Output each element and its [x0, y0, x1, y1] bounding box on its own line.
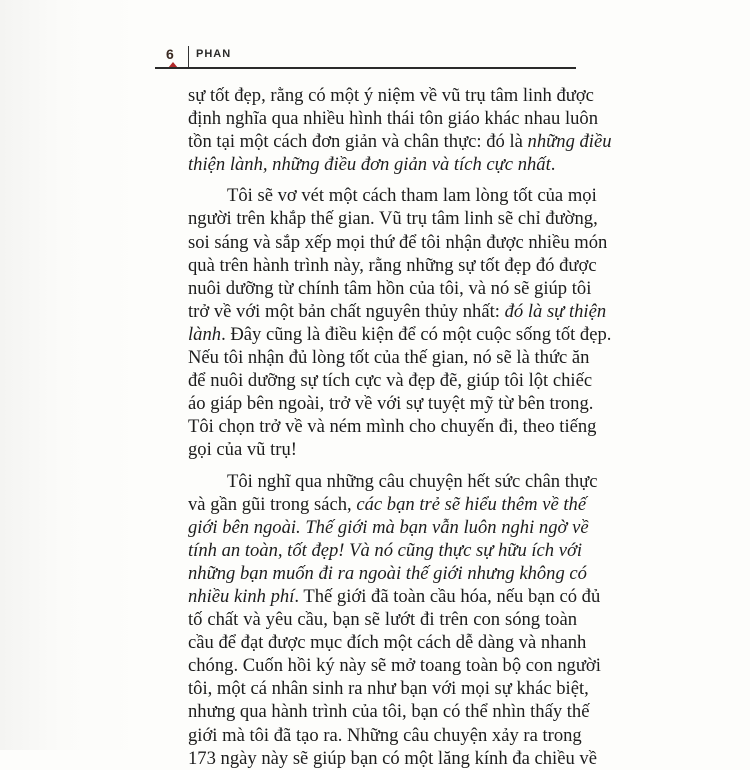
text: nuôi dưỡng từ chính tâm hồn của tôi, và nó sẽ giúp tôi — [188, 277, 592, 299]
text: định nghĩa qua nhiều hình thái tôn giáo khác nhau luôn — [188, 108, 599, 130]
text: người trên khắp thế gian. Vũ trụ tâm linh sẽ chỉ đường, — [188, 208, 598, 230]
text-line — [188, 470, 598, 493]
text-line — [188, 346, 590, 369]
text: tố chất và yêu cầu, bạn sẽ lướt đi trên con sóng toàn — [188, 609, 577, 631]
text-line — [188, 231, 608, 254]
italic-text: tính an toàn, tốt đẹp! Và nó cũng thực sự hữu ích với — [188, 539, 583, 561]
text-line — [188, 415, 597, 438]
text-line — [188, 700, 590, 723]
text-line — [188, 724, 582, 747]
text: . Đây cũng là điều kiện để có một cuộc sống tốt đẹp. — [221, 323, 612, 345]
running-head: PHAN — [196, 48, 232, 60]
text: và gần gũi trong sách, — [188, 493, 357, 515]
text: soi sáng và sắp xếp mọi thứ để tôi nhận được nhiều món — [188, 231, 608, 253]
text-line — [188, 130, 612, 153]
text-line — [188, 747, 597, 770]
text-line — [188, 493, 587, 516]
page-body — [188, 84, 612, 770]
text-line — [188, 631, 587, 654]
text-line — [188, 107, 599, 130]
text: gọi của vũ trụ! — [188, 439, 297, 461]
text: trở về với một bản chất nguyên thủy nhất: — [188, 300, 505, 322]
italic-text: đó là sự thiện — [504, 300, 607, 322]
text: Tôi nghĩ qua những câu chuyện hết sức chân thực — [227, 470, 598, 492]
text-line — [188, 153, 577, 176]
text: giới mà tôi đã tạo ra. Những câu chuyện xảy ra trong — [188, 724, 582, 746]
text: . — [550, 154, 556, 176]
text-line — [188, 300, 607, 323]
paragraph-gap — [188, 462, 577, 470]
text-line — [188, 84, 594, 107]
italic-text: thiện lành, những điều đơn giản và tích cực nhất — [188, 154, 551, 176]
text: cầu để đạt được mục đích một cách dễ dàng và nhanh — [188, 632, 587, 654]
text: Nếu tôi nhận đủ lòng tốt của thế gian, nó sẽ là thức ăn — [188, 347, 590, 369]
text-line — [188, 516, 589, 539]
text-line — [188, 585, 601, 608]
text: . Thế giới đã toàn cầu hóa, nếu bạn có đủ — [294, 585, 601, 607]
italic-text: những điều — [527, 131, 612, 153]
italic-text: những bạn muốn đi ra ngoài thế giới nhưng không có — [188, 562, 587, 584]
text: áo giáp bên ngoài, trở về với sự tuyệt mỹ từ bên trong. — [188, 393, 594, 415]
page-number: 6 — [166, 46, 174, 62]
italic-text: lành — [188, 323, 222, 345]
text: Tôi chọn trở về và ném mình cho chuyến đi, theo tiếng — [188, 416, 597, 438]
italic-text: các bạn trẻ sẽ hiểu thêm về thế — [356, 493, 587, 515]
paragraph — [188, 184, 612, 461]
text-line — [188, 369, 593, 392]
text-line — [188, 207, 598, 230]
text-line — [188, 254, 597, 277]
text-line — [188, 677, 589, 700]
text: để nuôi dưỡng sự tích cực và đẹp đẽ, giúp tôi lột chiếc — [188, 370, 593, 392]
italic-text: giới bên ngoài. Thế giới mà bạn vẫn luôn nghi ngờ về — [188, 516, 589, 538]
italic-text: nhiều kinh phí — [188, 585, 295, 607]
text-line — [188, 392, 594, 415]
text-line — [188, 654, 601, 677]
text: Tôi sẽ vơ vét một cách tham lam lòng tốt của mọi — [227, 185, 597, 207]
text-line — [188, 539, 583, 562]
text: nhưng qua hành trình của tôi, bạn có thể nhìn thấy thế — [188, 701, 590, 723]
text: 173 ngày này sẽ giúp bạn có một lăng kính đa chiều về — [188, 747, 597, 769]
text: tồn tại một cách đơn giản và chân thực: đó là — [188, 131, 528, 153]
text: tôi, một cá nhân sinh ra như bạn với mọi sự khác biệt, — [188, 678, 589, 700]
paragraph — [188, 84, 612, 176]
text-line — [188, 184, 597, 207]
text-line — [188, 323, 612, 346]
text-line — [188, 277, 592, 300]
paragraph-gap — [188, 176, 577, 184]
text: chóng. Cuốn hồi ký này sẽ mở toang toàn bộ con người — [188, 655, 601, 677]
text: sự tốt đẹp, rằng có một ý niệm về vũ trụ tâm linh được — [188, 85, 594, 106]
text-line — [188, 608, 577, 631]
header-divider — [188, 46, 189, 68]
paragraph — [188, 470, 601, 770]
text: quà trên hành trình này, rằng những sự tốt đẹp đó được — [188, 254, 597, 276]
text-line — [188, 562, 587, 585]
text-line — [188, 438, 577, 461]
header-rule — [155, 67, 576, 69]
